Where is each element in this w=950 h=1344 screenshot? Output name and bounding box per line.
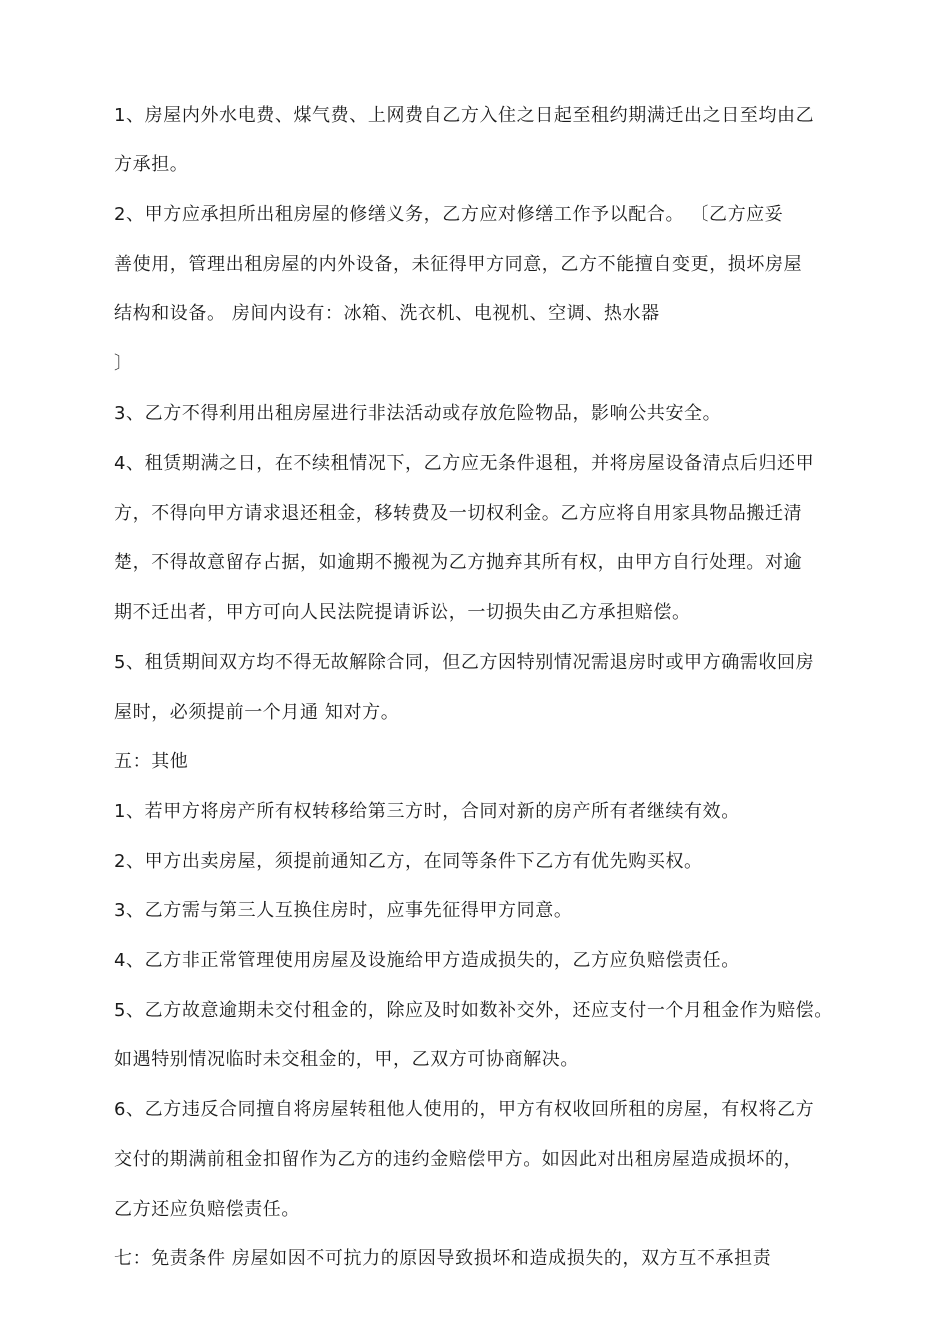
text-line: 善使用，管理出租房屋的内外设备，未征得甲方同意，乙方不能擅自变更，损坏房屋 (114, 254, 803, 275)
text-line: 屋时，必须提前一个月通 知对方。 (114, 702, 400, 723)
text-line: 方，不得向甲方请求退还租金，移转费及一切权利金。乙方应将自用家具物品搬迁清 (114, 503, 803, 524)
text-line: 2、甲方应承担所出租房屋的修缮义务，乙方应对修缮工作予以配合。 〔乙方应妥 (114, 204, 784, 225)
text-line: 1、房屋内外水电费、煤气费、上网费自乙方入住之日起至租约期满迁出之日至均由乙 (114, 105, 815, 126)
section-heading: 五：其他 (114, 751, 189, 772)
text-line: 交付的期满前租金扣留作为乙方的违约金赔偿甲方。如因此对出租房屋造成损坏的， (114, 1149, 803, 1170)
text-line: 4、乙方非正常管理使用房屋及设施给甲方造成损失的，乙方应负赔偿责任。 (114, 950, 740, 971)
text-line: 2、甲方出卖房屋，须提前通知乙方，在同等条件下乙方有优先购买权。 (114, 851, 703, 872)
text-line: 3、乙方需与第三人互换住房时，应事先征得甲方同意。 (114, 900, 573, 921)
text-line: 乙方还应负赔偿责任。 (114, 1199, 300, 1220)
text-line: 如遇特别情况临时未交租金的，甲，乙双方可协商解决。 (114, 1049, 579, 1070)
text-line: 期不迁出者，甲方可向人民法院提请诉讼，一切损失由乙方承担赔偿。 (114, 602, 691, 623)
text-line: 〕 (114, 353, 133, 374)
text-line: 5、租赁期间双方均不得无故解除合同，但乙方因特别情况需退房时或甲方确需收回房 (114, 652, 815, 673)
text-line: 楚，不得故意留存占据，如逾期不搬视为乙方抛弃其所有权，由甲方自行处理。对逾 (114, 552, 803, 573)
text-line: 3、乙方不得利用出租房屋进行非法活动或存放危险物品，影响公共安全。 (114, 403, 722, 424)
text-line: 5、乙方故意逾期未交付租金的，除应及时如数补交外，还应支付一个月租金作为赔偿。 (114, 1000, 833, 1021)
text-line: 6、乙方违反合同擅自将房屋转租他人使用的，甲方有权收回所租的房屋，有权将乙方 (114, 1099, 815, 1120)
text-line: 1、若甲方将房产所有权转移给第三方时，合同对新的房产所有者继续有效。 (114, 801, 740, 822)
text-line: 结构和设备。 房间内设有：冰箱、洗衣机、电视机、空调、热水器 (114, 303, 660, 324)
text-line: 4、租赁期满之日，在不续租情况下，乙方应无条件退租，并将房屋设备清点后归还甲 (114, 453, 815, 474)
text-line: 方承担。 (114, 154, 189, 175)
text-line: 七：免责条件 房屋如因不可抗力的原因导致损坏和造成损失的，双方互不承担责 (114, 1248, 772, 1269)
